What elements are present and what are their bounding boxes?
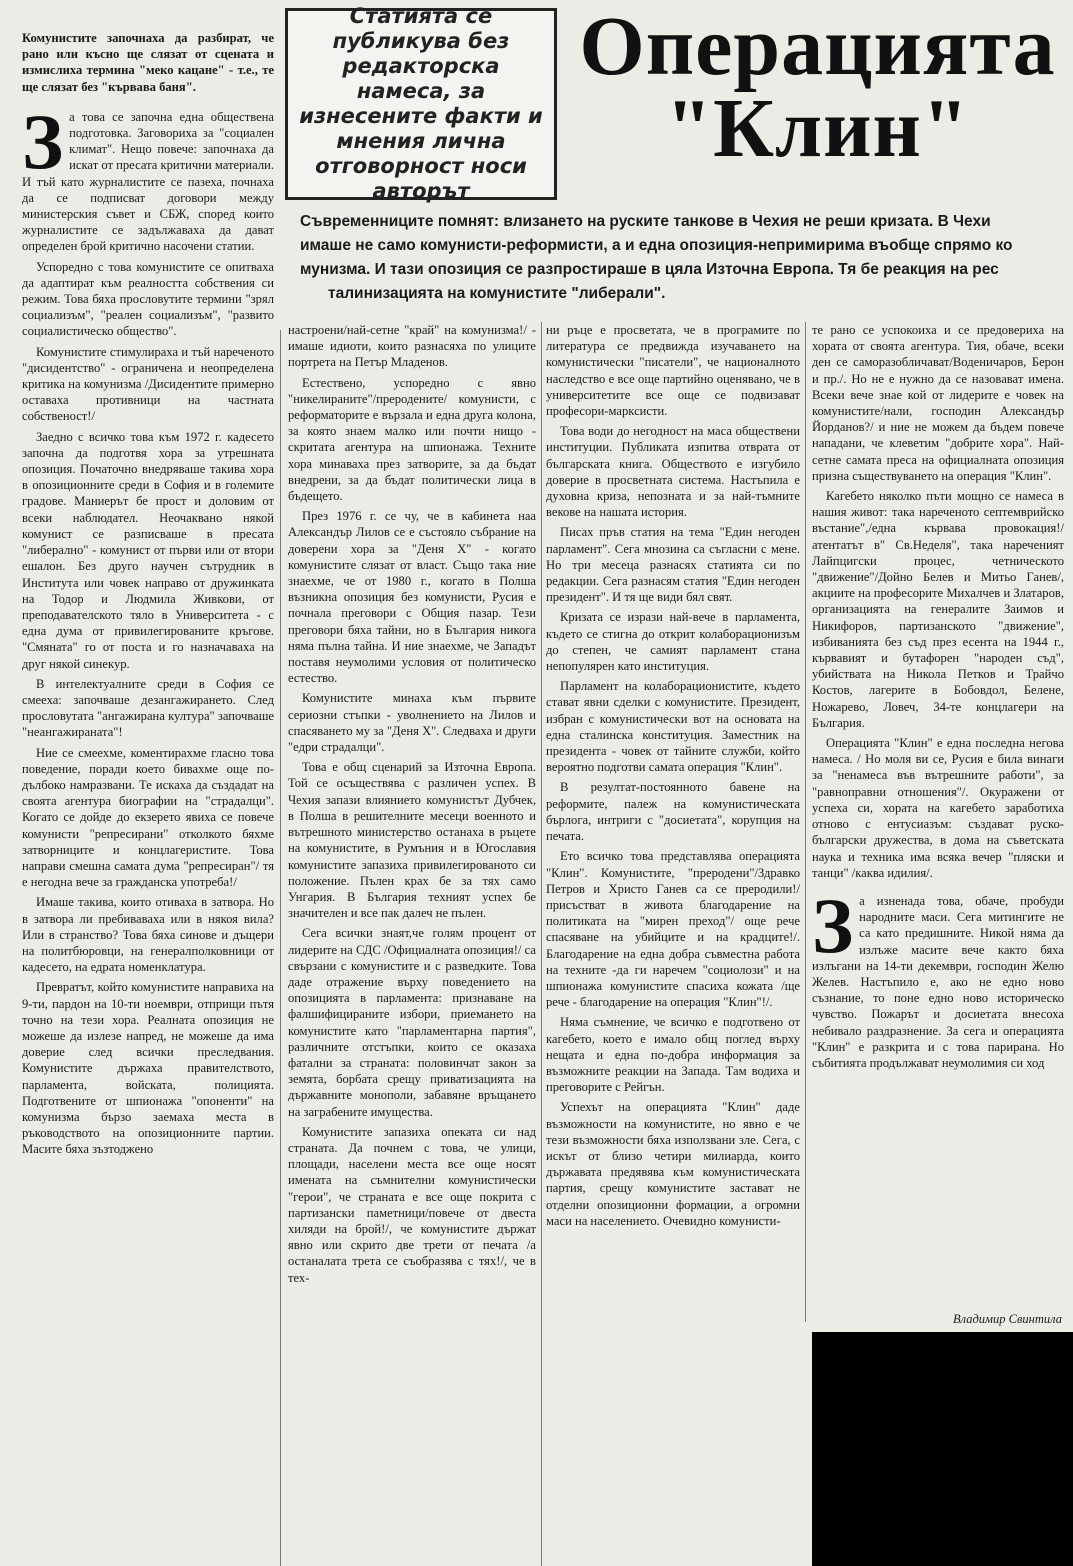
- col1-paragraph: Комунистите стимулираха и тъй нареченото "дисидентство" - ограничена и неопределена критика на комунизма /Дисидентите примерно оставаха противници на частната собственост!/: [22, 344, 274, 424]
- editorial-notice: Статията се публикува без редакторска намеса, за изнесените факти и мнения лична отговорност носи авторът: [299, 4, 543, 203]
- col1-intro: Комунистите започнаха да разбират, че рано или късно ще слязат от сцената и измислиха термина "меко кацане" - т.е., те ще слязат без "кървава баня".: [22, 31, 274, 94]
- col4-paragraph: Операцията "Клин" е една последна негова намеса. / Но моля ви се, Русия е била винаги за "ненамеса във вътрешните работи", за "равноправни отношения"/. Окуражени от успеха си, хората на кагебето заработиха отново с ентусиазъм: създават руско-български дружества, в дома на съветската наука и техника има всяка вечер "пляски и танци" /каква идилия/.: [812, 736, 1064, 880]
- headline-line-1: Операцията: [579, 0, 1056, 93]
- col4-paragraph: За изненада това, обаче, пробуди народните маси. Сега митингите не са като предишните. Никой няма да излъже масите вече както бяха излъгани на 14-ти декември, господин Желю Желев. Настъпило е, ако не едно ново съзнание, то поне едно ново историческо чувство. Пожарът и досиетата внесоха небивало раздразнение. За сега и операцията "Клин" е разкрита и с това парирана. Но събитията продължават неумолимия си ход: [812, 881, 1064, 1070]
- col3-paragraph: Парламент на колаборационистите, където стават явни сделки с комунистите. Президент, избран с комунистически вот на основата на една сталинска конституция. Заместник на президента - човек от тайните служби, който вероятно подготви самата операция "Клин".: [546, 679, 800, 775]
- col3-paragraph: Успехът на операцията "Клин" даде възможности на комунистите, но явно е че тези възможности бяха използвани зле. Сега, с искът от близо четири милиарда, които държавата предявява към комунистическата партия, срещу комунистите застават не отделни опозиционни формации, а огромни маси на населението. Очевидно комунисти-: [546, 1100, 800, 1228]
- col1-paragraph: Успоредно с това комунистите се опитваха да адаптират към реалността собствения си режим. Това бяха прословутите термини "зрял социализъм", "реален социализъм", "развито социалистическо общество".: [22, 259, 274, 339]
- lead-line: имаше не само комунисти-реформисти, а и една опозиция-непримирима въобще спрямо ко: [300, 237, 1013, 254]
- col2-paragraph: Комунистите запазиха опеката си над страната. Да почнем с това, че улици, площади, населени места все още носят имената на съмнителни комунистически "герои", че страната е все още покрита с партизански паметници/повече от двеста хиляди на брой!/, че комунистите държат явно или скрито две трети от печата /а останалата трета се съобразява с тях!/, че в тех-: [288, 1124, 536, 1285]
- redaction-block: [812, 1332, 1073, 1566]
- col2-paragraph: През 1976 г. се чу, че в кабинета наа Александър Лилов се е състояло събрание на доверени хора за "Деня Х" - когато комунистите слязат от власт. Също така ние знаехме, че от 1980 г., когато в Полша възникна опозиция без комунисти, Русия е почнала преговори с Общия пазар. Тези преговори бяха тайни, но в България никога няма пълна тайна. И ние знаехме, че Западът поставя неумолими условия от политическо естество.: [288, 509, 536, 686]
- col4-paragraph: Кагебето няколко пъти мощно се намеса в нашия живот: така нареченото септемврийско въстание",/една кървава провокация!/ атентатът в" Св.Неделя", така нареченият Лайпцигски процес, четническото "движение"/Дойно Белев и Митьо Ганев/, акциите на професорите Михалчев и Златаров, организацията на генералите Заимов и Никифоров, партизанското "движение", избиванията без съд през есента на 1944 г., кървавият и бутафорен "народен съд", убийствата на Никола Петков и Трайчо Костов, лагерите в Бобовдол, Белене, Ножарево, Ловеч, 34-те концлагери на България.: [812, 489, 1064, 730]
- col3-paragraph: Това води до негодност на маса обществени институции. Публиката изпитва отврата от българската книга. Обществото е изгубило доверие в просветната система. Настъпила е духовна криза, непозната и за най-тъмните векове на нашата история.: [546, 424, 800, 520]
- col1-paragraph: Ние се смеехме, коментирахме гласно това поведение, поради което бивахме още по-дълбоко намразвани. Те искаха да създадат на своята агентура биографии на "страдалци". Когато се дойде до екзерето явиха се повече комунисти "репресирани" отколкото бяхме затворниците и концлагеристите. Това направи смешна самата дума "репресиран"/ тя е негодна вече за гражданска употреба!/: [22, 745, 274, 890]
- column-1: [22, 30, 274, 1566]
- col1-paragraph: Имаше такива, които отиваха в затвора. Но в затвора ли пребиваваха или в някоя вила? Или в странство? Това бяха синове и дъщери на политбюровци, на генералполковници от кадесето, на едрата номенклатура.: [22, 895, 274, 975]
- col2-paragraph: Естествено, успоредно с явно "никелираните"/преродените/ комунисти, с реформаторите е вързала и една друга колона, за която знаем малко или почти нищо - скритата агентура на шпионажа. Техните хора минаваха през затворите, за да бъдат внедрени, за да бъдат политически лица в бъдещето.: [288, 375, 536, 504]
- dropcap-letter: З: [22, 97, 64, 185]
- col2-paragraph: настроени/най-сетне "край" на комунизма!/ - имаше идиоти, които разнасяха по улиците портрета на Петър Младенов.: [288, 323, 536, 370]
- column-2: [288, 322, 536, 1566]
- col2-paragraph: Сега всички знаят,че голям процент от лидерите на СДС /Официалната опозиция!/ са свързани с комунистите и с разведките. Това даде отражение върху поведението на опозицията в парламента: признаване на фалшифицираните избори, приемането на комунистите като "парламентарна партия", различните отстъпки, които се оказаха фатални за страната: половинчат закон за земята, борбата срещу приватизацията на държавните монополи, забавяне връщането на заграбените имущества.: [288, 926, 536, 1119]
- col1-paragraph: В интелектуалните среди в София се смееха: започваше дезангажирането. След прословутата "ангажирана култура" започваше "неангажираната"!: [22, 676, 274, 740]
- lead-line: талинизацията на комунистите "либерали".: [328, 285, 666, 302]
- col3-paragraph: Кризата се изрази най-вече в парламента, където се стигна до открит колаборационизъм до степен, че самият парламент стана непопулярен като институция.: [546, 610, 800, 674]
- headline: [565, 0, 1070, 175]
- column-divider: [805, 322, 806, 1322]
- col1-paragraph: Превратът, който комунистите направиха на 9-ти, пардон на 10-ти ноември, отприщи пътя точно на тези хора. Реалната опозиция не можеше да излезе напред, не можеше да има доверие след всички преследвания. Комунистите държаха правителството, парламента, войската, полицията. Подготвените от шпионажа "опоненти" на комунизма бързо заемаха места в ръководството на опозиционните партии. Масите бяха зъзтоджено: [22, 980, 274, 1157]
- col3-paragraph: ни ръце е просветата, че в програмите по литература се предвижда изучаването на комунистически "писатели", че националното наследство е все още партийно оценявано, че в университетите все още се подвизават професори-марксисти.: [546, 323, 800, 419]
- col3-paragraph: Ето всичко това представлява операцията "Клин". Комунистите, "преродени"/Здравко Петров и Христо Ганев са се преродили!/ присъстват в живота благодарение на политиката на "мирен преход"/ още рече спасяване на убийците и на крадците!/. Благодарение на една добра съвместна работа на техните -да ги наречем "социолози" и на шпионажа комунистите спасиха кожата /ще рече - благодарение на операция "Клин"!/.: [546, 849, 800, 1010]
- editorial-notice-box: [285, 4, 557, 203]
- lead-line: Съвременниците помнят: влизането на руските танкове в Чехия не реши кризата. В Чехи: [300, 213, 991, 230]
- col3-paragraph: Няма съмнение, че всичко е подготвено от кагебето, което е имало общ поглед върху нещата и една по-добра информация за възможните реакции на Запада. Там водиха и преговорите с Рейгън.: [546, 1015, 800, 1095]
- author-signature: Владимир Свинтила: [952, 1312, 1062, 1326]
- column-divider: [280, 330, 281, 1566]
- column-4: [812, 322, 1064, 1312]
- col1-paragraph: Заедно с всичко това към 1972 г. кадесето започна да подготвя хора за утрешната опозиция. Початочно внедряваше такива хора в опозиционните среди в София и в големите градове. Маниерът бе прост и доловим от всеки наблюдател. Неочаквано някой комунист се разписваше в пресата "либерално" - комунист от първи или от втори ешалон. Без друго научен сътрудник в Института или човек направо от дружинката на Тодор и Людмила Живкови, от преподавателското тяло в Университета - с една дума от привилегированите кръгове. "Смяната" го от поста и го назначаваха на друг някой синекур.: [22, 429, 274, 671]
- column-divider: [541, 322, 542, 1566]
- col3-paragraph: Писах пръв статия на тема "Един негоден парламент". Сега мнозина са съгласни с мене. Но три месеца разнасях статията си по редакции. Сега разнасям статия "Един негоден президент". И тя ще види бял свят.: [546, 525, 800, 605]
- lead-line: мунизма. И тази опозиция се разпростираше в цяла Източна Европа. Тя бе реакция на рес: [300, 261, 999, 278]
- col2-paragraph: Комунистите минаха към първите сериозни стъпки - уволнението на Лилов и спасяването му за "Деня Х". Следваха и други "едри страдалци".: [288, 691, 536, 755]
- col2-paragraph: Това е общ сценарий за Източна Европа. Той се осъществява с различен успех. В Чехия запази влиянието комунистът Дубчек, в Полша в решителните месеци военното и вътрешното министерство останаха в ръцете на комунистите, в Румъния и в Югославия комунистите запазиха привилегированото си положение. Пълен крах бе за тях само Унгария. В България техният успех бе значителен и все пак далеч не пълен.: [288, 760, 536, 921]
- col3-paragraph: В резултат-постоянното бавене на реформите, палеж на комунистическата бърлога, интриги с "досиетата", корупция на печата.: [546, 780, 800, 844]
- headline-line-2: "Клин": [665, 82, 970, 175]
- col4-paragraph: те рано се успокоиха и се предовериха на хората от своята агентура. Тия, обаче, всеки ден се саморазобличават/Воденичаров, Берон и пр./. Но не е нужно да се назовават имена. Всеки вече знае кой от лидерите е човек на комунистите/нали, господин Александър Йорданов?/ и ние не можем да бъдем повече нападани, че клеветим "добрите хора". Най-сетне самата преса на официалната опозиция призна съществуването на операция "Клин".: [812, 323, 1064, 483]
- col1-paragraph: За това се започна една обществена подготовка. Заговориха за "социален климат". Нещо повече: започнаха да искат от пресата критични материали. И тъй като журналистите се пазеха, почнаха да се подписват договори между министерския съвет и СБЖ, според които журналистите се задължаваха да дават определен брой критично насочени статии.: [22, 97, 274, 254]
- lead-paragraph: [300, 210, 1073, 306]
- dropcap-letter: З: [812, 881, 854, 969]
- column-3: [546, 322, 800, 1566]
